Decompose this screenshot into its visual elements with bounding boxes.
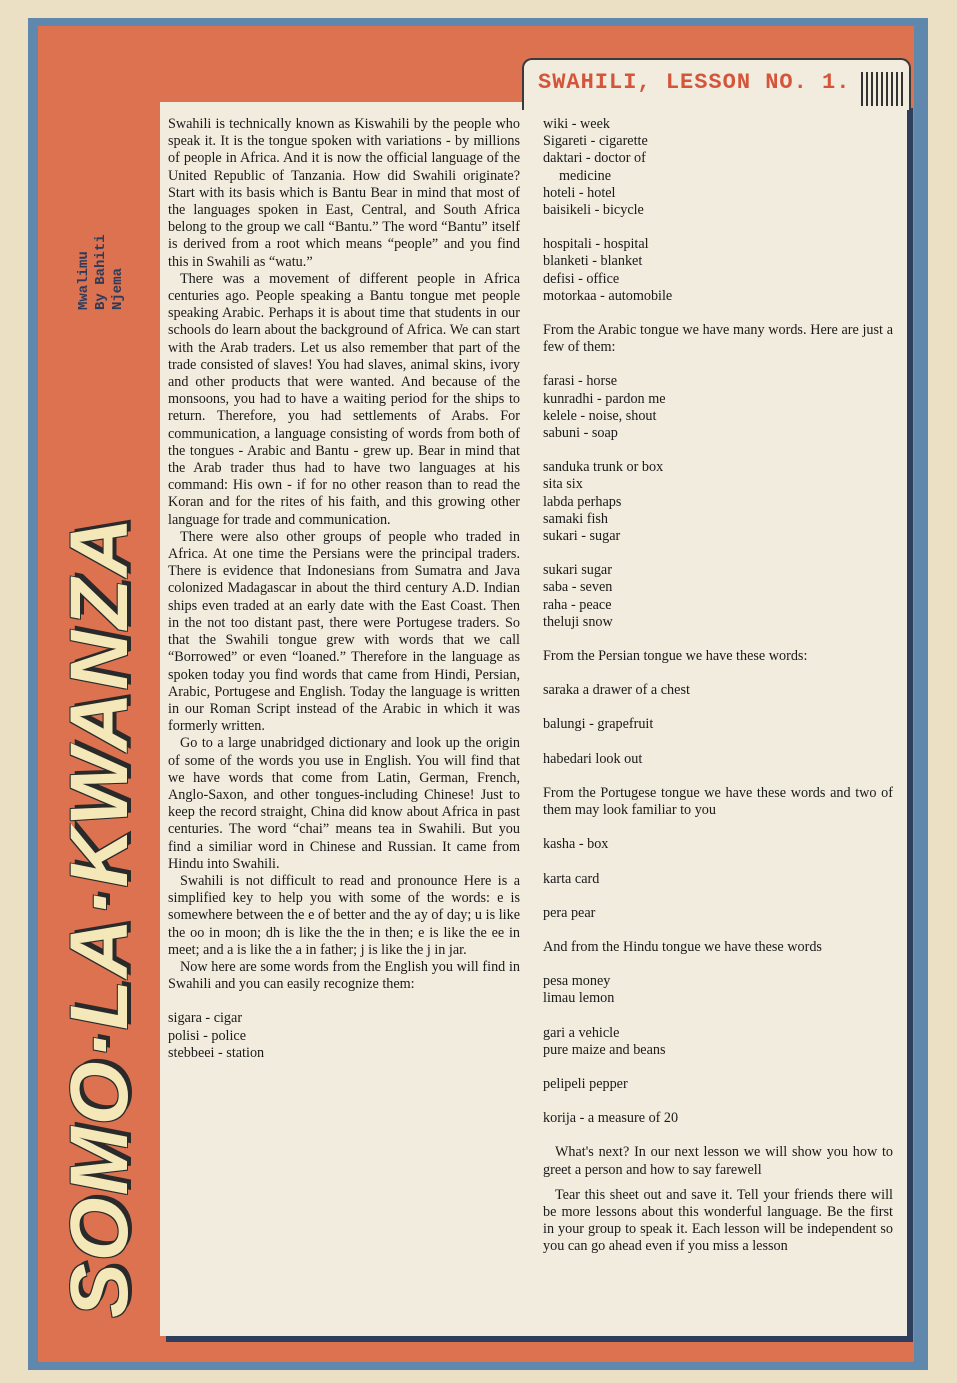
word-item: theluji snow xyxy=(543,613,613,630)
persian-intro: From the Persian tongue we have these words: xyxy=(543,648,808,665)
paragraph-movement: There was a movement of different people in Africa centuries ago. People speaking a Bantu tongue met people speaking Arabic. Perhaps it is about time that students in our schools do learn about the background of Africa. We can start with the Arab traders. Let us also remember that part of the trade consisted of slaves! You had slaves, animal skins, ivory and other products that were wanted. And because of the monsoons, you had to have a waiting period for the ships to return. Therefore, you had settlements of Arabs. For communication, a language consisting of words from both of the tongues - Arabic and Bantu - grew up. Bear in mind that the Arab trader thus had to have two languages at his command: His own - if for no other reason than to read the Koran and for the rites of his faith, and this growing other language for trade and communication. xyxy=(168,270,520,528)
lesson-tab xyxy=(522,58,911,110)
word-item: blanketi - blanket xyxy=(543,253,643,270)
word-item: motorkaa - automobile xyxy=(543,287,673,304)
word-item: Sigareti - cigarette xyxy=(543,133,648,150)
word-item: karta card xyxy=(543,870,600,887)
word-item: limau lemon xyxy=(543,990,615,1007)
paragraph-pronounce: Swahili is not difficult to read and pronounce Here is a simplified key to help you with some of the words: e is somewhere between the e of better and the ay of day; u is like the oo in moon; dh is like the the in then; e is like the ee in meet; and a is like the a in father; j is like the j in jar. xyxy=(168,872,520,958)
word-item: sita six xyxy=(543,476,583,493)
hindu-intro: And from the Hindu tongue we have these words xyxy=(543,938,822,955)
word-item: wiki - week xyxy=(543,116,610,132)
word-item: korija - a measure of 20 xyxy=(543,1110,679,1127)
word-item: hospitali - hospital xyxy=(543,236,649,253)
word-item: daktari - doctor of xyxy=(543,150,646,167)
word-item: sabuni - soap xyxy=(543,425,618,442)
next-lesson-text: What's next? In our next lesson we will show you how to greet a person and how to say farewell xyxy=(543,1144,893,1178)
word-item: saba - seven xyxy=(543,579,613,596)
word-item: pesa money xyxy=(543,973,611,990)
stripe-decoration xyxy=(861,72,905,106)
word-item: stebbeei - station xyxy=(168,1044,265,1061)
word-item: baisikeli - bicycle xyxy=(543,202,644,219)
word-item: balungi - grapefruit xyxy=(543,716,654,733)
masthead-title: SOMO·LA·KWANZA xyxy=(54,515,145,1318)
paragraph-english-words: Now here are some words from the English you will find in Swahili and you can easily recognize them: xyxy=(168,958,520,993)
lesson-heading: SWAHILI, LESSON NO. 1. xyxy=(538,70,851,95)
word-item: habedari look out xyxy=(543,750,643,767)
word-item: pelipeli pepper xyxy=(543,1075,628,1092)
byline-first: By Bahiti xyxy=(93,234,109,310)
word-item: polisi - police xyxy=(168,1027,247,1044)
left-column xyxy=(168,116,520,1062)
paragraph-traders: There were also other groups of people who traded in Africa. At one time the Persians were the principal traders. There is evidence that Indonesians from Sumatra and Java colonized Madagascar in about the third century A.D. Indian ships even traded at an early date with the East Coast. Then in the not too distant past, there were Portugese traders. So that the Swahili tongue grew with words that we call “Borrowed” or even “loaned.” Therefore in the language as spoken today you find words that came from Hindi, Persian, Arabic, Portugese and English. Today the language is written in our Roman Script instead of the Arabic in which it was formerly written. xyxy=(168,528,520,735)
word-item: pera pear xyxy=(543,904,596,921)
word-item: kelele - noise, shout xyxy=(543,407,657,424)
word-item: pure maize and beans xyxy=(543,1041,666,1058)
word-item: kasha - box xyxy=(543,836,609,853)
word-item: sanduka trunk or box xyxy=(543,459,664,476)
byline-role: Mwalimu xyxy=(76,251,92,310)
word-item: sukari sugar xyxy=(543,562,612,579)
paragraph-intro: Swahili is technically known as Kiswahili by the people who speak it. It is the tongue spoken with variations - by millions of people in Africa. And it is now the official language of the United Republic of Tanzania. How did Swahili originate? Start with its basis which is Bantu Bear in mind that most of the languages spoken in East, Central, and South Africa belong to the group we call “Bantu.” The word “Bantu” itself is derived from a root which means “people” and you find this in Swahili as “watu.” xyxy=(168,116,520,270)
byline xyxy=(76,110,127,310)
word-item: medicine xyxy=(559,167,611,184)
word-item: defisi - office xyxy=(543,270,620,287)
portugese-intro: From the Portugese tongue we have these words and two of them may look familiar to you xyxy=(543,784,893,819)
word-item: raha - peace xyxy=(543,596,612,613)
arabic-intro: From the Arabic tongue we have many words. Here are just a few of them: xyxy=(543,322,893,356)
word-item: kunradhi - pardon me xyxy=(543,390,666,407)
closing-text: Tear this sheet out and save it. Tell your friends there will be more lessons about this wonderful language. Be the first in your group to speak it. Each lesson will be independent so you can go ahead even if you miss a lesson xyxy=(543,1186,893,1255)
word-item: sukari - sugar xyxy=(543,528,621,545)
word-item: saraka a drawer of a chest xyxy=(543,682,690,699)
word-item: sigara - cigar xyxy=(168,1010,243,1027)
word-item: samaki fish xyxy=(543,510,609,527)
word-item: hoteli - hotel xyxy=(543,184,616,201)
word-item: labda perhaps xyxy=(543,493,622,510)
right-column xyxy=(543,116,893,1256)
paragraph-dictionary: Go to a large unabridged dictionary and look up the origin of some of the words you use in English. You will find that we have words that come from Latin, German, French, Anglo-Saxon, and other tongues-including Chinese! Just to keep the record straight, China did know about Africa in past centuries. The word “chai” means tea in Swahili. But you find a similiar word in Chinese and Russian. It came from Hindu into Swahili. xyxy=(168,735,520,872)
byline-last: Njema xyxy=(110,267,126,310)
word-item: farasi - horse xyxy=(543,373,618,390)
word-item: gari a vehicle xyxy=(543,1024,620,1041)
